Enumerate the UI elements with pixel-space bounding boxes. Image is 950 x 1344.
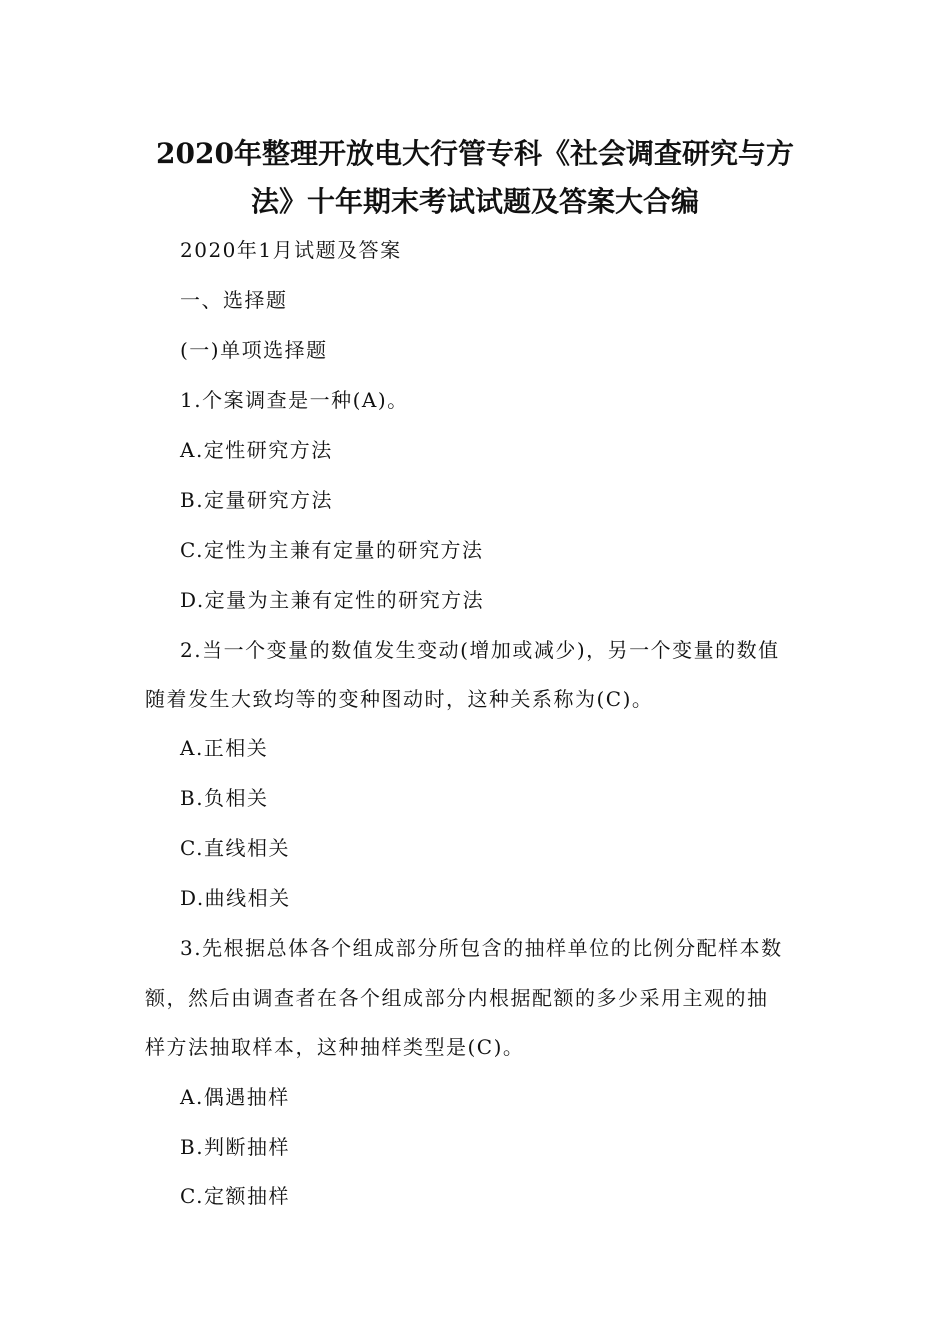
question-1-stem: 1.个案调查是一种(A)。 (180, 388, 409, 412)
question-2-stem-line-1: 2.当一个变量的数值发生变动(增加或减少)，另一个变量的数值 (180, 638, 780, 662)
question-1-option-a: A.定性研究方法 (180, 438, 333, 462)
question-1-option-d: D.定量为主兼有定性的研究方法 (180, 588, 485, 612)
document-title-line-2: 法》十年期末考试试题及答案大合编 (250, 185, 699, 218)
question-2-option-b: B.负相关 (180, 786, 269, 810)
exam-date-heading: 2020年1月试题及答案 (180, 238, 402, 262)
question-3-stem-line-2: 额，然后由调查者在各个组成部分内根据配额的多少采用主观的抽 (145, 986, 769, 1010)
question-3-stem-line-1: 3.先根据总体各个组成部分所包含的抽样单位的比例分配样本数 (180, 936, 783, 960)
question-3-option-b: B.判断抽样 (180, 1135, 291, 1159)
question-3-option-a: A.偶遇抽样 (180, 1085, 290, 1109)
question-1-option-b: B.定量研究方法 (180, 488, 334, 512)
question-2-stem-line-2: 随着发生大致均等的变种图动时，这种关系称为(C)。 (145, 687, 654, 711)
question-1-option-c: C.定性为主兼有定量的研究方法 (180, 538, 484, 562)
document-title-line-1: 2020年整理开放电大行管专科《社会调查研究与方 (156, 137, 794, 170)
section-heading: 一、选择题 (180, 288, 288, 312)
question-2-option-c: C.直线相关 (180, 836, 290, 860)
question-2-option-a: A.正相关 (180, 736, 269, 760)
question-2-option-d: D.曲线相关 (180, 886, 291, 910)
question-3-option-c: C.定额抽样 (180, 1184, 290, 1208)
question-3-stem-line-3: 样方法抽取样本，这种抽样类型是(C)。 (145, 1035, 525, 1059)
subsection-heading: (一)单项选择题 (180, 338, 328, 362)
